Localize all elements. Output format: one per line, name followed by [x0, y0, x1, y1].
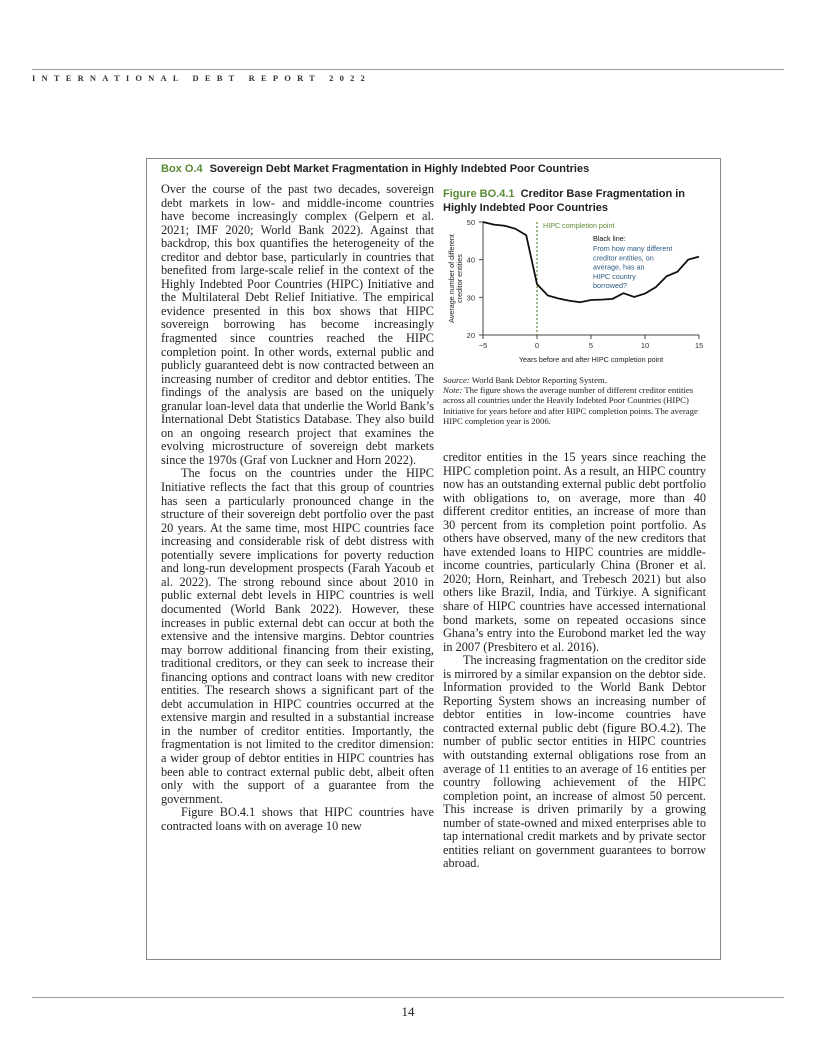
note-text: The figure shows the average number of different creditor entities across all countries under the Heavily Indebted Poor Countries (HIPC) Initiative for years before and after HIPC completion points. The average HIPC completion year is 2006.	[443, 385, 698, 426]
running-title: INTERNATIONAL DEBT REPORT 2022	[32, 73, 371, 83]
annotation-text: creditor entities, on	[593, 253, 654, 263]
box-title	[161, 163, 589, 175]
completion-point-label: HIPC completion point	[543, 221, 615, 230]
y-tick-label: 40	[466, 255, 475, 265]
page-number: 14	[401, 1004, 415, 1019]
box-number: Box O.4	[161, 163, 203, 175]
paragraph: The focus on the countries under the HIPC Initiative reflects the fact that this group of countries has seen a particularly pronounced change in the structure of their sovereign debt portfolio over the past 20 years. At the same time, most HIPC countries face increasing and considerable risk of debt distress with potentially severe implications for poverty reduction and long-run development prospects (Farah Yacoub et al. 2022). The strong rebound since about 2010 in public external debt levels in HIPC countries is well documented (World Bank 2022). However, these increases in public external debt can occur at both the extensive and the intensive margins. Debtor countries may borrow additional financing from their existing, traditional creditors, or they can seek to increase their financing options and contract loans with new creditor entities. The research shows a significant part of the debt accumulation in HIPC countries occurred at the extensive margin and resulted in a substantial increase in the number of creditor entities. Importantly, the fragmentation is not limited to the creditor dimension: a wider group of debtor entities in HIPC countries has been able to contract external public debt, albeit often only with the support of a guarantee from the government.	[161, 466, 434, 806]
annotation-text: From how many different	[593, 244, 673, 253]
note-label: Note:	[443, 385, 463, 396]
annotation-text: borrowed?	[593, 281, 627, 291]
source-label: Source:	[443, 375, 470, 385]
annotation-text: HIPC country	[593, 271, 636, 281]
x-tick-label: 0	[534, 341, 540, 350]
annotation-heading: Black line:	[593, 234, 626, 243]
paragraph: The increasing fragmentation on the creditor side is mirrored by a similar expansion on the debtor side. Information provided to the World Bank Debtor Reporting System shows an increasing number of debtor entities in low-income countries have contracted external public debt (figure BO.4.2). The number of public sector entities in HIPC countries with outstanding external obligations rose from an average of 11 entities to an average of 16 entities per country following achievement of the HIPC completion point, an increase of almost 50 percent. This increase is driven primarily by a growing number of state-owned and mixed enterprises able to tap international credit markets and by private sector entities reliant on government guarantees to borrow abroad.	[443, 653, 706, 871]
figure-number: Figure BO.4.1	[443, 188, 515, 200]
paragraph: creditor entities in the 15 years since reaching the HIPC completion point. As a result, an HIPC country now has an outstanding external public debt portfolio with obligations to, on average, more than 40 different creditor entities, an increase of more than 30 percent from its completion point portfolio. As others have observed, many of the new creditors that have extended loans to HIPC countries are middle-income countries, particularly China (Broner et al. 2020; Horn, Reinhart, and Trebesch 2021) but also others like Brazil, India, and Türkiye. A significant share of HIPC countries have accessed international bond markets, some on repeated occasions since Ghana’s entry into the Eurobond market led the way in 2007 (Presbitero et al. 2016).	[443, 450, 706, 654]
annotation-text: average, has an	[593, 262, 645, 272]
box-title-text: Sovereign Debt Market Fragmentation in Highly Indebted Poor Countries	[209, 163, 590, 175]
x-axis-label: Years before and after HIPC completion point	[518, 355, 664, 364]
x-tick-label: 5	[588, 341, 594, 350]
y-axis-label: Average number of different	[447, 234, 456, 323]
y-tick-label: 50	[466, 218, 475, 227]
paragraph: Figure BO.4.1 shows that HIPC countries have contracted loans with on average 10 new	[161, 805, 434, 833]
figure-notes	[443, 375, 713, 426]
y-axis-label: creditor entities	[455, 254, 464, 303]
series-line-black	[483, 222, 699, 302]
source-text: World Bank Debtor Reporting System.	[471, 375, 607, 385]
left-column	[161, 183, 434, 833]
right-column	[443, 451, 706, 871]
y-tick-label: 20	[466, 331, 475, 340]
x-tick-label: −5	[478, 341, 488, 350]
y-tick-label: 30	[466, 293, 475, 303]
footer-rule	[32, 997, 784, 998]
line-chart	[440, 214, 710, 364]
figure-title-text: Creditor Base Fragmentation in Highly Indebted Poor Countries	[443, 188, 686, 214]
paragraph: Over the course of the past two decades, sovereign debt markets in low- and middle-income countries have become increasingly complex (Gelpern et al. 2021; IMF 2020; World Bank 2022). Against that backdrop, this box quantifies the heterogeneity of the creditor and debtor base, particularly in countries that benefited from large-scale relief in the context of the Highly Indebted Poor Countries (HIPC) Initiative and the Multilateral Debt Relief Initiative. The empirical evidence presented in this box shows that HIPC sovereign borrowing has become increasingly fragmented since countries reached the HIPC completion point. In other words, external public and publicly guaranteed debt is now contracted between an increasing number of creditor and debtor entities. The findings of the analysis are based on the uniquely granular loan-level data that underlie the World Bank’s International Debt Statistics Database. They also build on an ongoing research project that examines the evolving microstructure of sovereign debt markets since the 1970s (Graf von Luckner and Horn 2022).	[161, 182, 434, 467]
header-rule	[32, 69, 784, 70]
x-tick-label: 10	[640, 341, 650, 350]
figure-title	[443, 188, 713, 215]
x-tick-label: 15	[694, 341, 704, 350]
